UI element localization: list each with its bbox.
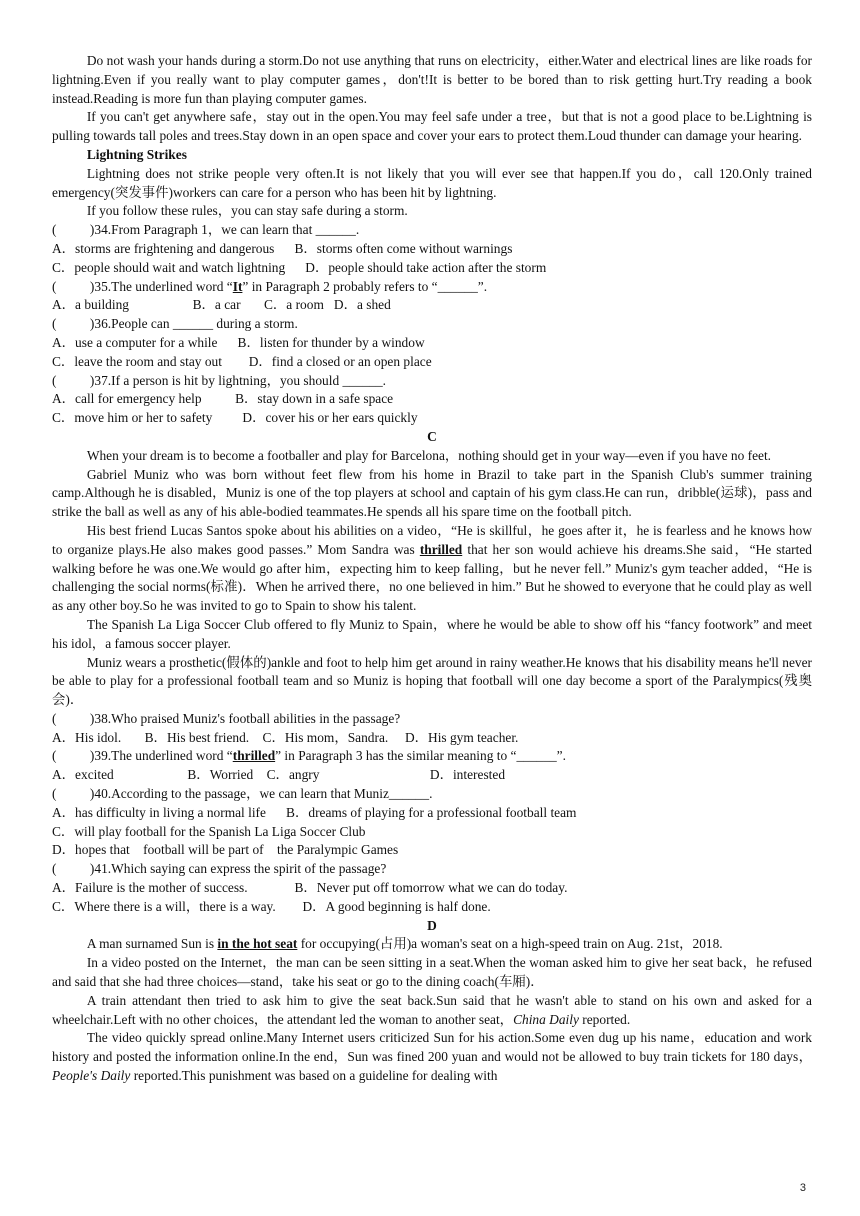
text: for occupying(占用)a woman's seat on a high-speed train on Aug. 21st，2018. (297, 936, 723, 952)
source-name: People's Daily (52, 1068, 131, 1084)
paragraph: If you can't get anywhere safe，stay out in the open.You may feel safe under a tree，but that is not a good place to be.Lightning is pulling towards tall poles and trees.Stay down in an open space and cover your ears to protect them.Loud thunder can damage your hearing. (52, 109, 812, 144)
options: C．move him or her to safety D．cover his or her ears quickly (52, 410, 418, 426)
question-35 (52, 278, 812, 297)
section-label-c: C (427, 428, 437, 444)
paragraph: If you follow these rules，you can stay safe during a storm. (86, 203, 408, 219)
options: A．storms are frightening and dangerous B．storms often come without warnings (52, 240, 513, 256)
options: A．a building B．a car C．a room D．a shed (52, 297, 391, 313)
text: reported. (578, 1011, 631, 1027)
question-40: ( )40.According to the passage，we can learn that Muniz______. (52, 786, 433, 802)
underlined-word: It (232, 278, 243, 294)
options: A．has difficulty in living a normal life B．dreams of playing for a professional football team (52, 804, 577, 820)
underlined-word: thrilled (419, 541, 463, 557)
paragraph: Muniz wears a prosthetic(假体的)ankle and foot to help him get around in rainy weather.He knows that his disability means he'll never be able to play for a professional football team and so Muniz is hoping that football will one day become a sport of the Paralympics(残奥会)． (52, 654, 812, 708)
paragraph (52, 1029, 812, 1085)
question-34: ( )34.From Paragraph 1，we can learn that ______. (52, 222, 360, 238)
question-38: ( )38.Who praised Muniz's football abilities in the passage? (52, 710, 401, 726)
text: A train attendant then tried to ask him to give the seat back.Sun said that he wasn't able to stand on his own and asked for a wheelchair.Left with no other choices，the attendant led the woman to another seat， (52, 992, 812, 1027)
text: A man surnamed Sun is (86, 936, 218, 952)
question-37: ( )37.If a person is hit by lightning，you should ______. (52, 372, 387, 388)
page-number: 3 (799, 1182, 806, 1194)
paragraph (52, 935, 812, 954)
paragraph: The Spanish La Liga Soccer Club offered to fly Muniz to Spain，where he would be able to show off his “fancy footwork” and meet his idol，a famous soccer player. (52, 616, 812, 651)
question-41: ( )41.Which saying can express the spirit of the passage? (52, 861, 387, 877)
section-label-d: D (427, 917, 437, 933)
section-heading: Lightning Strikes (86, 146, 187, 162)
text: ( )39.The underlined word “ (52, 748, 233, 764)
paragraph: Lightning does not strike people very often.It is not likely that you will ever see that happen.If you do，call 120.Only trained emergency(突发事件)workers can care for a person who has been hit by lightning. (52, 165, 812, 200)
paragraph (52, 992, 812, 1030)
text: reported.This punishment was based on a guideline for dealing with (130, 1068, 498, 1084)
options: A．excited B．Worried C．angry D．interested (52, 767, 506, 783)
options: C．leave the room and stay out D．find a closed or an open place (52, 353, 432, 369)
options: A．use a computer for a while B．listen for thunder by a window (52, 334, 425, 350)
options: A．His idol. B．His best friend. C．His mom，Sandra. D．His gym teacher. (52, 729, 519, 745)
paragraph: In a video posted on the Internet，the man can be seen sitting in a seat.When the woman asked him to give her seat back，he refused and said that she had three choices—stand，take his seat or go to the dining coach(车厢)． (52, 955, 812, 990)
question-39 (52, 747, 812, 766)
paragraph: When your dream is to become a footballer and play for Barcelona，nothing should get in your way—even if you have no feet. (86, 447, 772, 463)
text: that her son would achieve his dreams.She said，“He started walking before he was one.We would go after him，expecting him to keep falling，but he never fell.” Muniz's gym teacher added，“He is challenging the social norms(标准)．When he arrived there，no one believed in him.” But he showed to everyone that he could play as well as any other boy.So he was invited to go to Spain to show his talent. (52, 541, 812, 614)
text: ” in Paragraph 2 probably refers to “______”. (242, 278, 488, 294)
options: C．people should wait and watch lightning D．people should take action after the storm (52, 259, 547, 275)
options: D．hopes that football will be part of the Paralympic Games (52, 842, 399, 858)
text: ( )35.The underlined word “ (52, 278, 233, 294)
paragraph: Gabriel Muniz who was born without feet flew from his home in Brazil to take part in the Spanish Club's summer training camp.Although he is disabled，Muniz is one of the top players at school and captain of his gym class.He can run，dribble(运球)，pass and strike the ball as well as any of his able-bodied teammates.He spends all his spare time on the football pitch. (52, 466, 812, 520)
question-36: ( )36.People can ______ during a storm. (52, 316, 298, 332)
text: ” in Paragraph 3 has the similar meaning to “______”. (275, 748, 566, 764)
options: C．will play football for the Spanish La Liga Soccer Club (52, 823, 366, 839)
text: The video quickly spread online.Many Internet users criticized Sun for his action.Some even dug up his name，education and work history and posted the information online.In the end，Sun was fined 200 yuan and would not be allowed to buy train tickets for 180 days， (52, 1030, 812, 1065)
underlined-word: thrilled (232, 748, 276, 764)
document-page (52, 52, 812, 1086)
source-name: China Daily (513, 1011, 579, 1027)
paragraph (52, 522, 812, 616)
text: His best friend Lucas Santos spoke about his abilities on a video，“He is skillful，he goes after it，he is fearless and he knows how to organize plays.He also makes good passes.” Mom Sandra was (52, 522, 812, 557)
options: A．Failure is the mother of success. B．Never put off tomorrow what we can do today. (52, 880, 568, 896)
options: A．call for emergency help B．stay down in a safe space (52, 391, 394, 407)
paragraph: Do not wash your hands during a storm.Do not use anything that runs on electricity，either.Water and electrical lines are like roads for lightning.Even if you really want to play computer games，don't!It is better to be bored than to risk getting hurt.Try reading a book instead.Reading is more fun than playing computer games. (52, 53, 812, 106)
underlined-phrase: in the hot seat (217, 936, 298, 952)
options: C．Where there is a will，there is a way. D．A good beginning is half done. (52, 898, 491, 914)
